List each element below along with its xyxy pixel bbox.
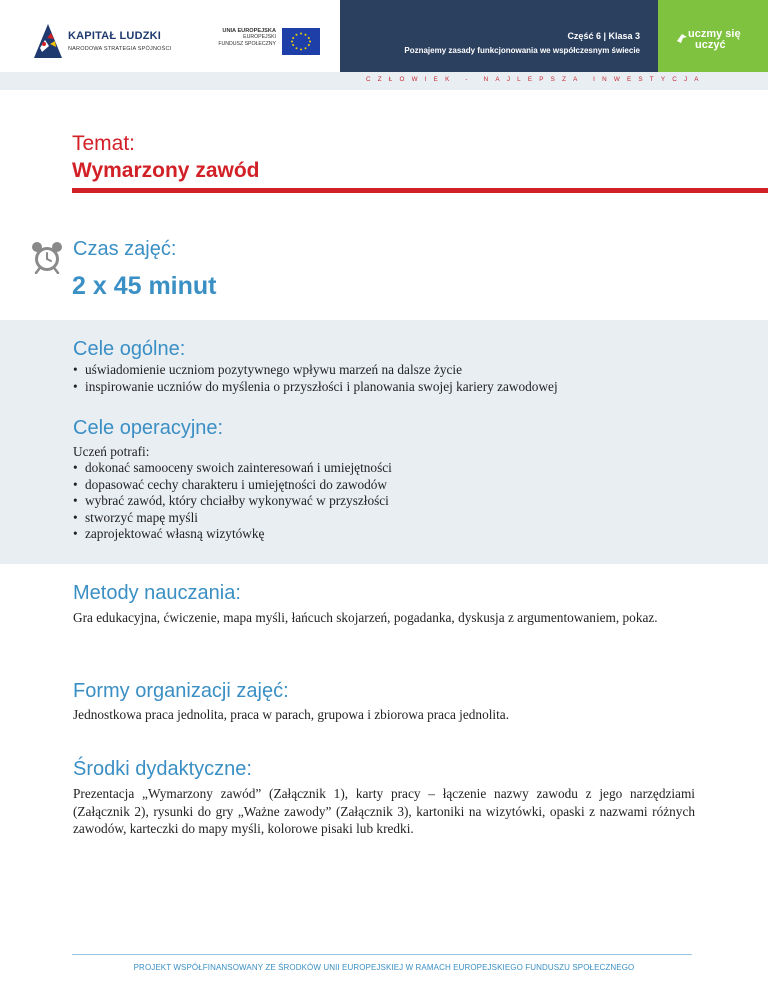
- list-item: • dokonać samooceny swoich zainteresowań i umiejętności: [73, 460, 392, 477]
- banner-subtitle: Poznajemy zasady funkcjonowania we współczesnym świecie: [404, 46, 640, 55]
- brand-line-1: uczmy się: [688, 28, 741, 40]
- list-item: • uświadomienie uczniom pozytywnego wpływu marzeń na dalsze życie: [73, 362, 558, 379]
- eu-line-3: FUNDUSZ SPOŁECZNY: [218, 40, 276, 47]
- duration-value: 2 x 45 minut: [72, 272, 217, 300]
- topic-divider: [72, 188, 768, 193]
- footer-funding-note: PROJEKT WSPÓŁFINANSOWANY ZE ŚRODKÓW UNII EUROPEJSKIEJ W RAMACH EUROPEJSKIEGO FUNDUSZU SPOŁECZNEGO: [133, 963, 635, 972]
- footer-divider: [72, 954, 692, 955]
- operational-goals-list: [73, 460, 392, 543]
- resources-text: Prezentacja „Wymarzony zawód” (Załącznik 1), karty pracy – łączenie nazwy zawodu z jego narzędziami (Załącznik 2), rysunki do gry „Ważne zawody” (Załącznik 3), kartoniki na wizytówki, opaski z nazwami różnych zawodów, karteczki do mapy myśli, kolorowe pisaki lub kredki.: [73, 786, 695, 836]
- topic-title: Wymarzony zawód: [72, 159, 260, 182]
- operational-goals-heading: Cele operacyjne:: [73, 417, 224, 439]
- header-banner: [340, 0, 658, 72]
- list-item: • dopasować cechy charakteru i umiejętności do zawodów: [73, 477, 392, 494]
- list-item: • inspirowanie uczniów do myślenia o przyszłości i planowania swojej kariery zawodowej: [73, 379, 558, 396]
- methods-text: Gra edukacyjna, ćwiczenie, mapa myśli, łańcuch skojarzeń, pogadanka, dyskusja z argumentowaniem, pokaz.: [73, 610, 658, 625]
- list-item: • wybrać zawód, który chciałby wykonywać w przyszłości: [73, 493, 392, 510]
- general-goals-list: [73, 362, 558, 395]
- eu-line-1: UNIA EUROPEJSKA: [222, 28, 276, 34]
- kapital-ludzki-subtitle: NARODOWA STRATEGIA SPÓJNOŚCI: [68, 46, 172, 52]
- bird-icon: [676, 32, 688, 44]
- kapital-ludzki-title: KAPITAŁ LUDZKI: [68, 30, 162, 42]
- operational-goals-intro: Uczeń potrafi:: [73, 444, 150, 459]
- kapital-ludzki-star-icon: [34, 24, 62, 58]
- page-header: [0, 0, 768, 90]
- list-item: • zaprojektować własną wizytówkę: [73, 526, 392, 543]
- uczmy-sie-uczyc-logo: [658, 0, 768, 72]
- eu-flag-icon: [282, 28, 320, 55]
- alarm-clock-icon: [30, 240, 64, 274]
- kapital-ludzki-logo: [34, 22, 194, 62]
- eu-logo: [210, 28, 320, 58]
- eu-line-2: EUROPEJSKI: [243, 34, 276, 41]
- general-goals-heading: Cele ogólne:: [73, 338, 186, 360]
- topic-label: Temat:: [72, 132, 136, 155]
- eu-logo-text: [218, 28, 276, 47]
- part-class-label: Część 6 | Klasa 3: [567, 31, 640, 41]
- forms-text: Jednostkowa praca jednolita, praca w parach, grupowa i zbiorowa praca jednolita.: [73, 707, 510, 722]
- forms-heading: Formy organizacji zajęć:: [73, 680, 289, 702]
- methods-heading: Metody nauczania:: [73, 582, 241, 604]
- slogan-text: CZŁOWIEK - NAJLEPSZA INWESTYCJA: [366, 76, 706, 83]
- resources-heading: Środki dydaktyczne:: [73, 758, 252, 780]
- list-item: • stworzyć mapę myśli: [73, 510, 392, 527]
- brand-line-2: uczyć: [695, 39, 726, 51]
- duration-label: Czas zajęć:: [73, 238, 177, 260]
